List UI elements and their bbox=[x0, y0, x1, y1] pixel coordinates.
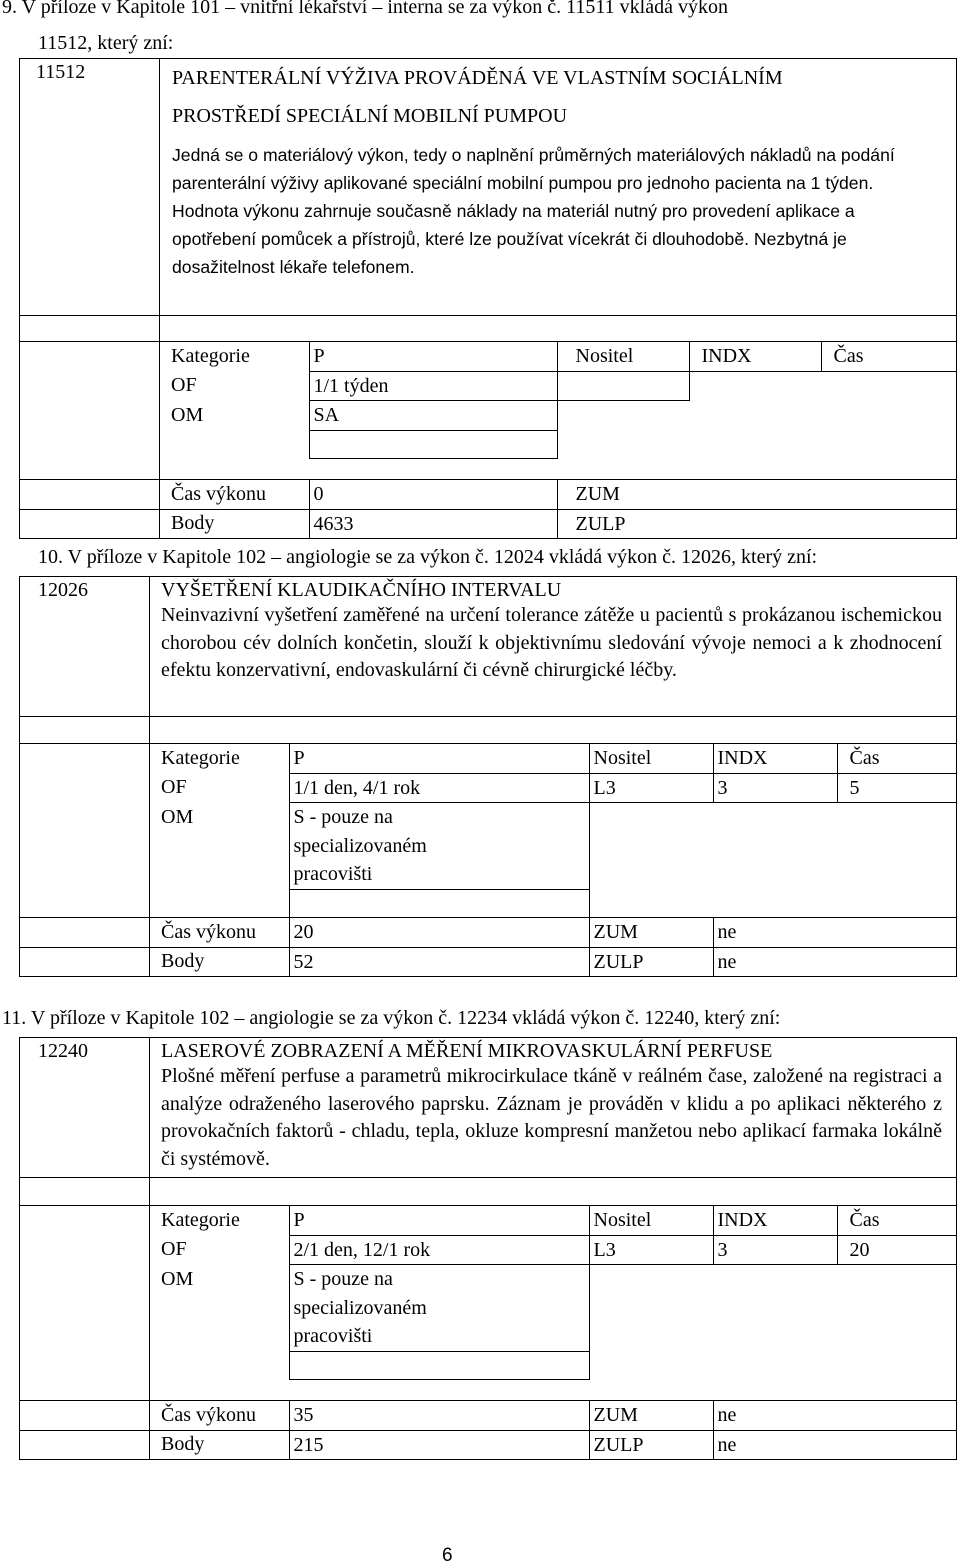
of-label: OF bbox=[171, 374, 197, 396]
procedure-attributes bbox=[159, 341, 957, 459]
cas-vykonu-value: 0 bbox=[309, 480, 557, 510]
item11-intro: 11. V příloze v Kapitole 102 – angiologie se za výkon č. 12234 vkládá výkon č. 12240, který zní: bbox=[2, 1007, 781, 1029]
procedure-code: 12026 bbox=[20, 577, 150, 717]
header-nositel: Nositel bbox=[557, 342, 689, 372]
zum-value: ne bbox=[713, 918, 956, 948]
header-indx: INDX bbox=[689, 342, 821, 372]
procedure-code: 11512 bbox=[20, 59, 160, 316]
of-cas bbox=[821, 371, 956, 401]
zulp-label: ZULP bbox=[575, 512, 626, 535]
om-label: OM bbox=[161, 1267, 194, 1290]
procedure-description: Neinvazivní vyšetření zaměřené na určení tolerance zátěže u pacientů s prokázanou ischemickou chorobou cév dolních končetin, slouží k objektivnímu sledování vývoje nemoci a k zhodnocení efektu konzervativní, endovaskulární či cévně chirurgické léčby. bbox=[161, 604, 942, 681]
om-value: SA bbox=[309, 401, 557, 431]
header-p: P bbox=[289, 744, 589, 774]
of-indx bbox=[689, 371, 821, 401]
cas-vykonu-label: Čas výkonu bbox=[161, 920, 256, 943]
procedure-title: VYŠETŘENÍ KLAUDIKAČNÍHO INTERVALU bbox=[161, 579, 562, 601]
zulp-value: ne bbox=[713, 1430, 956, 1460]
body-value: 215 bbox=[289, 1430, 589, 1460]
of-nositel: L3 bbox=[589, 773, 713, 803]
of-indx: 3 bbox=[713, 1235, 837, 1265]
cas-vykonu-value: 20 bbox=[289, 918, 589, 948]
cas-vykonu-value: 35 bbox=[289, 1401, 589, 1431]
om-label: OM bbox=[171, 403, 204, 426]
of-nositel bbox=[557, 371, 689, 401]
zulp-value: ne bbox=[713, 947, 956, 977]
header-cas: Čas bbox=[837, 744, 956, 774]
om-value bbox=[289, 803, 589, 890]
header-nositel: Nositel bbox=[589, 1206, 713, 1236]
procedure-description: Plošné měření perfuse a parametrů mikrocirkulace tkáně v reálném čase, založené na registraci a analýze odraženého laserového paprsku. Záznam je prováděn v klidu a po aplikaci některého z provokačních faktorů - chladu, tepla, okluze kompresní manžetou nebo aplikací farmaka lokálně či systémově. bbox=[161, 1065, 942, 1170]
header-p: P bbox=[289, 1206, 589, 1236]
procedure-title-line1: PARENTERÁLNÍ VÝŽIVA PROVÁDĚNÁ VE VLASTNÍM SOCIÁLNÍM bbox=[172, 67, 783, 89]
procedure-title-line2: PROSTŘEDÍ SPECIÁLNÍ MOBILNÍ PUMPOU bbox=[172, 105, 568, 127]
body-label: Body bbox=[161, 1433, 205, 1455]
of-cas: 20 bbox=[837, 1235, 956, 1265]
procedure-title: LASEROVÉ ZOBRAZENÍ A MĚŘENÍ MIKROVASKULÁRNÍ PERFUSE bbox=[161, 1040, 773, 1062]
header-kategorie: Kategorie bbox=[161, 746, 240, 769]
zulp-label: ZULP bbox=[589, 1430, 713, 1460]
header-kategorie: Kategorie bbox=[171, 344, 250, 367]
item10-intro: 10. V příloze v Kapitole 102 – angiologie se za výkon č. 12024 vkládá výkon č. 12026, který zní: bbox=[38, 546, 818, 568]
of-indx: 3 bbox=[713, 773, 837, 803]
of-value-text: 2/1 den, 12/1 rok bbox=[293, 1238, 431, 1261]
header-p: P bbox=[309, 342, 557, 372]
cas-vykonu-label: Čas výkonu bbox=[161, 1403, 256, 1426]
header-kategorie: Kategorie bbox=[161, 1208, 240, 1231]
procedure-title bbox=[160, 59, 956, 135]
om-label: OM bbox=[161, 805, 194, 828]
body-label: Body bbox=[171, 512, 215, 534]
of-value: 1/1 týden bbox=[309, 371, 557, 401]
of-nositel: L3 bbox=[589, 1235, 713, 1265]
of-value bbox=[289, 1235, 589, 1265]
procedure-code: 12240 bbox=[20, 1038, 150, 1178]
procedure-description: Jedná se o materiálový výkon, tedy o naplnění průměrných materiálových nákladů na podání parenterální výživy aplikované speciální mobilní pumpou pro jednoho pacienta na 1 týden. Hodnota výkonu zahrnuje současně náklady na materiál nutný pro provedení aplikace a opotřebení pomůcek a přístrojů, které lze používat vícekrát či dlouhodobě. Nezbytná je dosažitelnost lékaře telefonem. bbox=[172, 145, 895, 277]
header-indx: INDX bbox=[713, 744, 837, 774]
cas-vykonu-label: Čas výkonu bbox=[171, 482, 266, 505]
procedure-table-11512 bbox=[19, 58, 957, 539]
body-label: Body bbox=[161, 950, 205, 972]
of-label: OF bbox=[161, 1238, 187, 1260]
procedure-attributes bbox=[149, 743, 957, 918]
item9-intro-line1: 9. V příloze v Kapitole 101 – vnitřní lékařství – interna se za výkon č. 11511 vkládá výkon bbox=[2, 0, 728, 18]
zum-label: ZUM bbox=[589, 918, 713, 948]
header-cas: Čas bbox=[821, 342, 956, 372]
item9-intro-line2: 11512, který zní: bbox=[38, 32, 174, 54]
header-cas: Čas bbox=[837, 1206, 956, 1236]
om-value-text: S - pouze na specializovaném pracovišti bbox=[293, 1268, 427, 1347]
zum-label: ZUM bbox=[589, 1401, 713, 1431]
of-value: 1/1 den, 4/1 rok bbox=[289, 773, 589, 803]
page-number: 6 bbox=[442, 1545, 453, 1566]
header-nositel: Nositel bbox=[589, 744, 713, 774]
body-value: 52 bbox=[289, 947, 589, 977]
zulp-label: ZULP bbox=[589, 947, 713, 977]
om-value bbox=[289, 1265, 589, 1352]
procedure-attributes bbox=[149, 1205, 957, 1380]
zum-value: ne bbox=[713, 1401, 956, 1431]
zum-label: ZUM bbox=[575, 483, 620, 505]
procedure-table-12240 bbox=[19, 1037, 957, 1460]
body-value: 4633 bbox=[309, 509, 557, 539]
header-indx: INDX bbox=[713, 1206, 837, 1236]
of-label: OF bbox=[161, 776, 187, 798]
om-value-text: S - pouze na specializovaném pracovišti bbox=[293, 806, 427, 885]
of-cas: 5 bbox=[837, 773, 956, 803]
procedure-table-12026 bbox=[19, 576, 957, 977]
